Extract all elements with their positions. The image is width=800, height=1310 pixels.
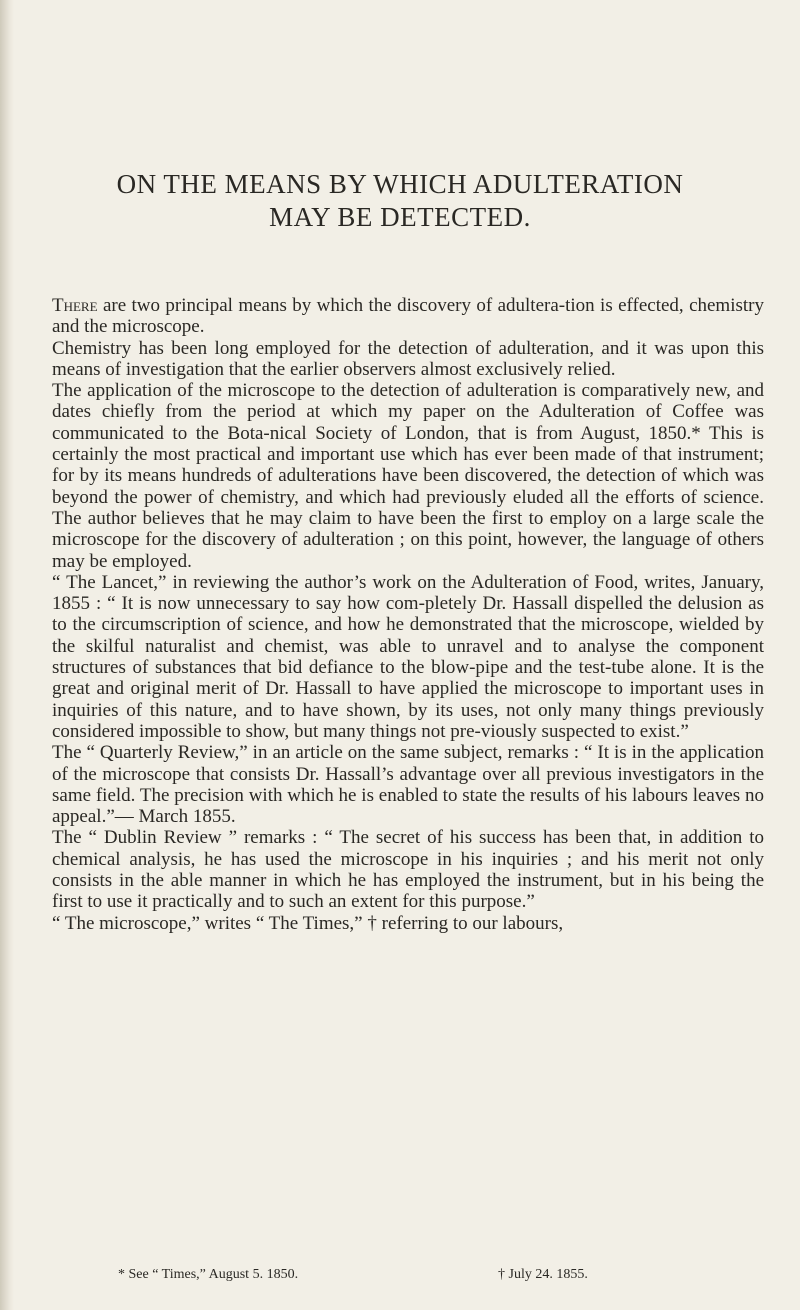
book-spine-shadow <box>0 0 14 1310</box>
paragraph-6: The “ Dublin Review ” remarks : “ The secret of his success has been that, in addition to chemical analysis, he has used the microscope in his inquiries ; and his merit not only consists in the able manner in which he has employed the instrument, but in his being the first to use it practically and to such an extent for this purpose.” <box>52 827 764 913</box>
chapter-title-line-1: ON THE MEANS BY WHICH ADULTERATION <box>116 169 684 199</box>
paragraph-3: The application of the microscope to the detection of adulteration is comparatively new, and dates chiefly from the period at which my paper on the Adulteration of Coffee was communicated to the Bota-nical Society of London, that is from August, 1850.* This is certainly the most practical and important use which has ever been made of that instrument; for by its means hundreds of adulterations have been discovered, the detection of which was beyond the power of chemistry, and which had previously eluded all the efforts of science. The author believes that he may claim to have been the first to employ on a large scale the microscope for the discovery of adulteration ; on this point, however, the language of others may be employed. <box>52 380 764 572</box>
paragraph-7: “ The microscope,” writes “ The Times,” † referring to our labours, <box>52 912 564 934</box>
chapter-title-line-2: MAY BE DETECTED. <box>269 202 531 232</box>
chapter-title <box>40 168 760 234</box>
paragraph-5: The “ Quarterly Review,” in an article on the same subject, remarks : “ It is in the application of the microscope that consists Dr. Hassall’s advantage over all previous investigators in the same field. The precision with which he is enabled to state the results of his labours leaves no appeal.”— March 1855. <box>52 742 764 828</box>
paragraph-4: “ The Lancet,” in reviewing the author’s work on the Adulteration of Food, writes, January, 1855 : “ It is now unnecessary to say how com-pletely Dr. Hassall dispelled the delusion as to the circumscription of science, and how he demonstrated that the microscope, wielded by the skilful naturalist and chemist, was able to unravel and to analyse the component structures of substances that bid defiance to the blow-pipe and the test-tube alone. It is the great and original merit of Dr. Hassall to have applied the microscope to important uses in inquiries of this nature, and to have shown, by its uses, not only many things previously considered impossible to show, but many things not pre-viously suspected to exist.” <box>52 571 764 742</box>
footnote-dagger: † July 24. 1855. <box>498 1267 588 1282</box>
paragraph-1-lead: There <box>52 295 98 316</box>
paragraph-1 <box>52 295 764 338</box>
body-text <box>52 295 764 934</box>
footnote-star: * See “ Times,” August 5. 1850. <box>118 1267 299 1282</box>
paragraph-1-text: are two principal means by which the discovery of adultera-tion is effected, chemistry and the microscope. <box>52 295 764 338</box>
paragraph-2: Chemistry has been long employed for the detection of adulteration, and it was upon this means of investigation that the earlier observers almost exclusively relied. <box>52 337 764 380</box>
